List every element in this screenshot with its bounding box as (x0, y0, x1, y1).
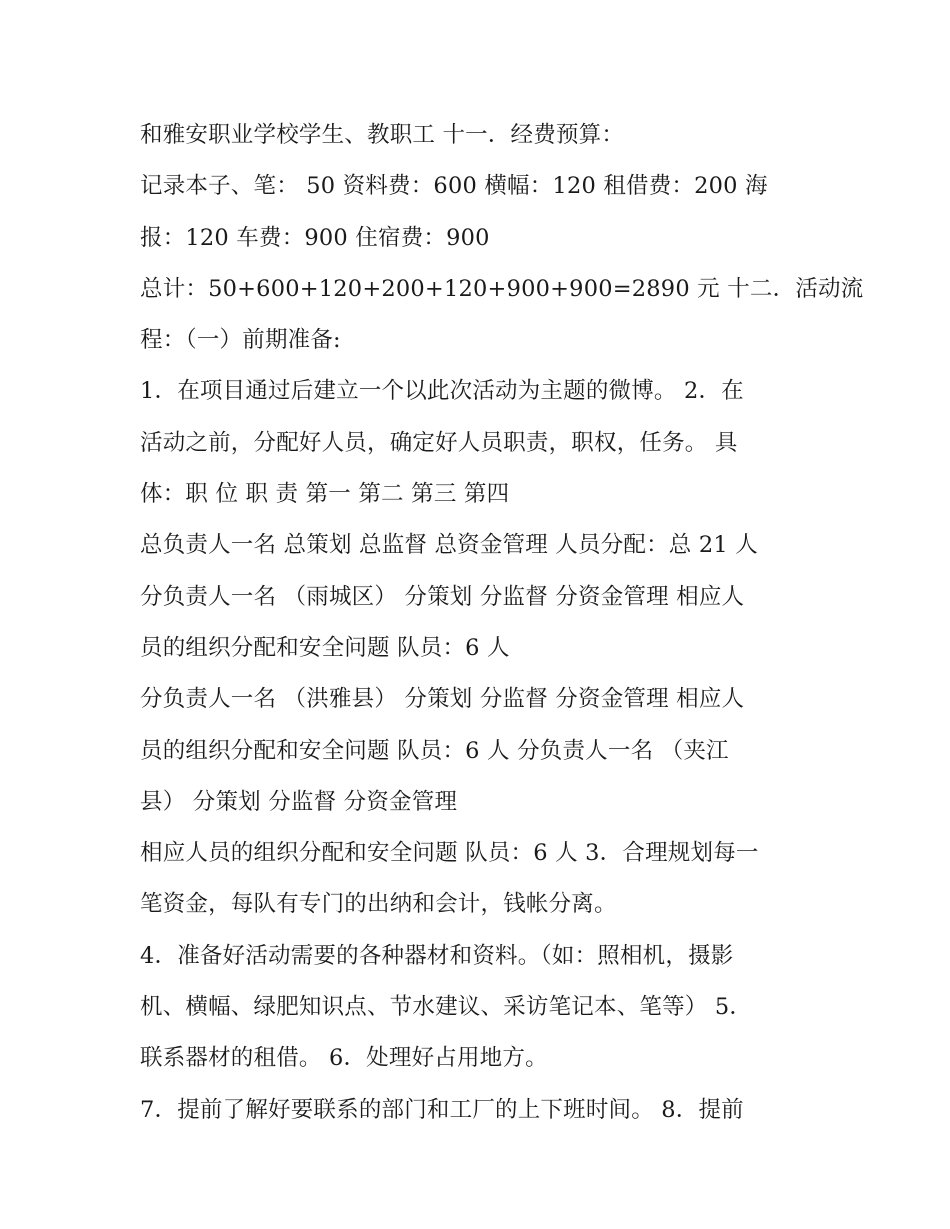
text-line: 县） 分策划 分监督 分资金管理 (140, 788, 458, 815)
text-line: 报：120 车费：900 住宿费：900 (140, 224, 490, 251)
text-line: 1．在项目通过后建立一个以此次活动为主题的微博。 2．在 (140, 378, 744, 405)
text-line: 机、横幅、绿肥知识点、节水建议、采访笔记本、笔等） 5． (140, 994, 753, 1021)
text-line: 和雅安职业学校学生、教职工 十一．经费预算： (140, 122, 625, 148)
text-line: 分负责人一名 （洪雅县） 分策划 分监督 分资金管理 相应人 (140, 686, 745, 713)
text-line: 联系器材的租借。 6．处理好占用地方。 (140, 1045, 548, 1072)
text-line: 活动之前，分配好人员，确定好人员职责，职权，任务。 具 (140, 429, 738, 456)
text-line: 程：（一）前期准备: (140, 327, 341, 354)
text-line: 相应人员的组织分配和安全问题 队员：6 人 3．合理规划每一 (140, 840, 759, 867)
text-line: 记录本子、笔： 50 资料费：600 横幅：120 租借费：200 海 (140, 173, 768, 200)
text-line: 4．准备好活动需要的各种器材和资料。（如：照相机，摄影 (140, 942, 734, 969)
text-line: 员的组织分配和安全问题 队员：6 人 (140, 634, 510, 661)
text-line: 分负责人一名 （雨城区） 分策划 分监督 分资金管理 相应人 (140, 583, 745, 610)
text-line: 总负责人一名 总策划 总监督 总资金管理 人员分配：总 21 人 (140, 532, 758, 559)
text-line: 笔资金，每队有专门的出纳和会计，钱帐分离。 (140, 891, 617, 918)
text-line: 体：职 位 职 责 第一 第二 第三 第四 (140, 481, 510, 508)
document-body (140, 110, 864, 1136)
text-line: 7．提前了解好要联系的部门和工厂的上下班时间。 8．提前 (140, 1096, 744, 1123)
text-line: 总计：50+600+120+200+120+900+900=2890 元 十二．活动流 (140, 275, 864, 302)
text-line: 员的组织分配和安全问题 队员：6 人 分负责人一名 （夹江 (140, 737, 729, 764)
